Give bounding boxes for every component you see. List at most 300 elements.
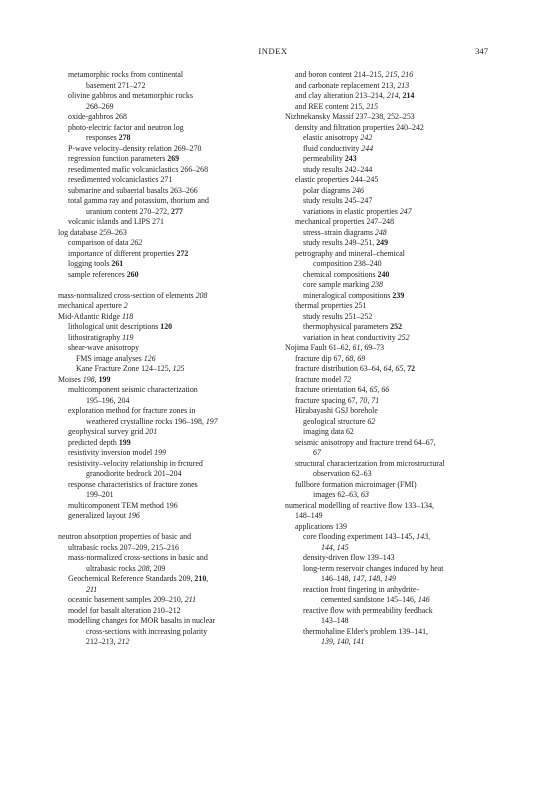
entry-text: model for basalt alteration 210–212 <box>68 605 181 615</box>
entry-text: Hirabayashi GSJ borehole <box>295 406 378 415</box>
index-entry <box>58 175 266 186</box>
index-entry <box>285 585 493 596</box>
page-reference: 260 <box>126 269 139 279</box>
entry-text: fracture model <box>295 374 344 384</box>
page-reference: 211 <box>86 584 98 594</box>
index-entry <box>58 259 266 270</box>
entry-text: thermophysical parameters <box>303 322 391 331</box>
page-reference: 70 <box>359 395 368 405</box>
entry-text: FMS image analyses <box>76 353 144 363</box>
entry-text: Moises <box>58 374 83 384</box>
entry-text: , 69–73 <box>360 343 385 352</box>
entry-text: uranium content 270–272, <box>86 206 172 216</box>
page-reference: 72 <box>343 374 352 384</box>
entry-text: resedimented volcaniclastics 271 <box>68 175 173 184</box>
entry-text: seismic anisotropy and fracture trend 64–67, <box>295 437 436 447</box>
index-entry <box>58 469 266 480</box>
page-reference: 215 <box>366 101 379 111</box>
page-reference: 199 <box>98 374 111 384</box>
index-entry <box>58 154 266 165</box>
page-reference: 144 <box>321 542 333 552</box>
index-entry <box>58 123 266 134</box>
page-reference: 69 <box>357 353 366 363</box>
page-reference: 141 <box>352 637 365 646</box>
entry-text: ultrabasic rocks <box>86 563 138 573</box>
index-entry <box>285 207 493 218</box>
index-entry <box>285 270 493 281</box>
entry-text: Nizhnekansky Massif 237–238, 252–253 <box>285 112 415 121</box>
index-entry <box>285 501 493 512</box>
entry-text: sample references <box>68 269 127 279</box>
index-entry <box>58 564 266 575</box>
index-entry <box>58 595 266 606</box>
entry-text: mass-normalized cross-sections in basic and <box>68 553 208 562</box>
index-entry <box>285 175 493 186</box>
index-entry <box>58 616 266 627</box>
entry-text: chemical compositions <box>303 269 378 279</box>
entry-text: Mid-Atlantic Ridge <box>58 311 122 321</box>
page-reference: 239 <box>392 290 405 300</box>
index-entry <box>58 501 266 512</box>
entry-text: core flooding experiment 143–145, <box>303 532 417 541</box>
entry-text: elastic anisotropy <box>303 133 361 142</box>
index-entry <box>58 291 266 302</box>
entry-text: study results 245–247 <box>303 196 373 205</box>
index-entry <box>58 427 266 438</box>
entry-text: , <box>353 353 358 363</box>
index-entry <box>58 375 266 386</box>
page-reference: 143 <box>416 532 429 541</box>
entry-text: and REE content 215, <box>295 101 367 111</box>
index-entry <box>285 532 493 543</box>
index-entry <box>285 469 493 480</box>
index-entry <box>285 91 493 102</box>
index-entry <box>58 448 266 459</box>
page-reference: 61 <box>352 343 361 352</box>
index-entry <box>58 238 266 249</box>
entry-text: imaging data 62 <box>303 427 354 436</box>
index-entry <box>58 553 266 564</box>
index-entry <box>285 196 493 207</box>
index-entry <box>285 312 493 323</box>
entry-text: observation 62–63 <box>313 469 372 478</box>
entry-text: , <box>332 637 337 646</box>
entry-text: petrography and mineral–chemical <box>295 248 405 258</box>
page-reference: 272 <box>176 248 189 258</box>
page-reference: 216 <box>401 70 414 79</box>
entry-text: modelling changes for MOR basalts in nuclear <box>68 616 216 625</box>
index-entry <box>58 490 266 501</box>
entry-text: mineralogical compositions <box>303 290 393 300</box>
entry-text: Kane Fracture Zone 124–125, <box>76 364 173 373</box>
index-entry <box>58 70 266 81</box>
entry-text: generalized layout <box>68 511 129 520</box>
page-reference: 62 <box>367 416 376 426</box>
entry-text: thermohaline Elder's problem 139–141, <box>303 626 429 636</box>
page-reference: 248 <box>374 227 387 237</box>
page-reference: 67 <box>313 448 321 457</box>
entry-text: , <box>391 364 396 373</box>
index-entry <box>285 627 493 638</box>
entry-text: , <box>332 542 337 552</box>
page-reference: 244 <box>361 143 374 153</box>
index-entry <box>58 406 266 417</box>
index-entry <box>58 312 266 323</box>
index-entry <box>285 291 493 302</box>
index-entry <box>285 406 493 417</box>
index-entry <box>58 532 266 543</box>
index-entry <box>58 102 266 113</box>
index-entry <box>58 196 266 207</box>
entry-text: , <box>367 395 372 405</box>
index-entry <box>285 574 493 585</box>
entry-text: response characteristics of fracture zones <box>68 479 198 489</box>
index-entry <box>285 564 493 575</box>
index-entry <box>285 511 493 522</box>
entry-text: composition 238–240 <box>313 259 382 268</box>
page-reference: 212 <box>117 637 130 646</box>
index-entry <box>285 448 493 459</box>
entry-text: structural characterization from microstructural <box>295 458 445 468</box>
index-entry <box>58 543 266 554</box>
entry-text: 143–148 <box>321 616 349 625</box>
page-reference: 199 <box>118 437 131 447</box>
index-entry <box>285 553 493 564</box>
index-entry <box>285 217 493 228</box>
index-entry <box>58 480 266 491</box>
page-reference: 2 <box>123 301 128 310</box>
entry-text: fluid conductivity <box>303 143 362 153</box>
entry-text: comparison of data <box>68 238 131 247</box>
page-reference: 252 <box>397 332 410 342</box>
entry-text: fracture dip 67, <box>295 353 346 363</box>
entry-text: images 62–63, <box>313 490 361 499</box>
index-entry <box>58 333 266 344</box>
index-entry <box>58 217 266 228</box>
page-reference: 120 <box>160 322 173 331</box>
index-entry <box>285 375 493 386</box>
index-entry <box>58 301 266 312</box>
entry-text: core sample marking <box>303 280 372 289</box>
page-reference: 140 <box>336 637 349 646</box>
entry-text: granodiorite bedrock 201–204 <box>86 469 182 478</box>
entry-text: predicted depth <box>68 437 119 447</box>
page-reference: 213 <box>397 80 410 90</box>
index-entry <box>58 417 266 428</box>
page-reference: 126 <box>143 353 156 363</box>
entry-text: exploration method for fracture zones in <box>68 406 196 415</box>
index-entry <box>285 280 493 291</box>
entry-text: and clay alteration 213–214, <box>295 91 387 100</box>
index-entry <box>285 396 493 407</box>
page-reference: 240 <box>377 269 390 279</box>
index-entry <box>58 354 266 365</box>
entry-text: , <box>94 374 99 384</box>
index-entry <box>285 480 493 491</box>
page-number: 347 <box>475 46 488 56</box>
index-entry <box>58 396 266 407</box>
index-entry <box>285 186 493 197</box>
index-entry <box>58 186 266 197</box>
page-reference: 242 <box>360 133 373 142</box>
entry-text: mass-normalized cross-section of elements <box>58 290 196 300</box>
entry-text: 146–148, <box>321 574 353 583</box>
index-entry <box>58 574 266 585</box>
entry-text: total gamma ray and potassium, thorium and <box>68 196 209 205</box>
entry-text: geological structure <box>303 416 368 426</box>
entry-text: metamorphic rocks from continental <box>68 70 184 79</box>
page-reference: 214 <box>386 91 399 100</box>
page-reference: 198 <box>82 374 95 384</box>
page-reference: 246 <box>352 185 364 195</box>
entry-text: 212–213, <box>86 637 118 646</box>
index-entry <box>58 144 266 155</box>
page-reference: 208 <box>195 290 208 300</box>
entry-text: fullbore formation microimager (FMI) <box>295 479 417 489</box>
entry-text: stress–strain diagrams <box>303 227 375 237</box>
entry-text: density and filtration properties 240–242 <box>295 122 424 132</box>
entry-text: P-wave velocity–density relation 269–270 <box>68 143 202 153</box>
entry-text: , <box>397 70 402 79</box>
entry-text: 268–269 <box>86 101 114 111</box>
index-entry <box>285 364 493 375</box>
index-entry <box>285 490 493 501</box>
entry-text: importance of different properties <box>68 248 177 258</box>
entry-text: study results 249–251, <box>303 238 377 247</box>
page-reference: 211 <box>184 595 197 604</box>
index-entry <box>58 343 266 354</box>
entry-text: and boron content 214–215, <box>295 70 386 79</box>
page-reference: 277 <box>171 206 183 216</box>
entry-text: fracture orientation 64, <box>295 385 370 394</box>
entry-text: regression function parameters <box>68 154 168 163</box>
page-reference: 145 <box>336 542 349 552</box>
page-reference: 65 <box>369 385 378 394</box>
page-reference: 118 <box>122 311 134 321</box>
entry-text: Geochemical Reference Standards 209, <box>68 574 195 583</box>
entry-text: , <box>348 637 353 646</box>
index-entry <box>285 637 493 648</box>
entry-text: applications 139 <box>295 521 347 531</box>
index-entry <box>58 91 266 102</box>
index-entry <box>58 511 266 522</box>
page-reference: 63 <box>361 490 369 499</box>
entry-text: photo-electric factor and neutron log <box>68 122 184 132</box>
page-reference: 139 <box>321 637 333 646</box>
index-entry <box>285 154 493 165</box>
page-reference: 269 <box>167 154 180 163</box>
entry-text: resistivity inversion model <box>68 448 155 457</box>
index-entry <box>58 228 266 239</box>
entry-text: mechanical aperture <box>58 301 124 310</box>
index-entry <box>58 133 266 144</box>
entry-text: fracture spacing 67, <box>295 395 360 405</box>
entry-text: logging tools <box>68 259 112 268</box>
page-reference: 65 <box>395 364 404 373</box>
index-column-left <box>58 70 266 648</box>
entry-text: thermal properties 251 <box>295 301 367 310</box>
index-entry <box>285 385 493 396</box>
entry-text: multicomponent seismic characterization <box>68 385 198 394</box>
page-reference: 215 <box>385 70 398 79</box>
entry-text: permeability <box>303 154 345 163</box>
entry-text: lithological unit descriptions <box>68 322 161 331</box>
index-entry <box>285 123 493 134</box>
page-reference: 262 <box>130 238 143 247</box>
entry-text: basement 271–272 <box>86 80 146 90</box>
index-entry <box>58 81 266 92</box>
index-entry <box>58 112 266 123</box>
entry-text: resistivity–velocity relationship in frctured <box>68 458 203 468</box>
index-entry <box>285 70 493 81</box>
entry-text: , <box>380 574 385 583</box>
entry-text: shear-wave anisotropy <box>68 343 140 352</box>
page-reference: 149 <box>384 574 396 583</box>
entry-text: and carbonate replacement 213, <box>295 80 398 90</box>
entry-text: , <box>398 91 403 100</box>
index-entry <box>285 438 493 449</box>
entry-text: , <box>428 532 431 541</box>
entry-text: , 209 <box>149 563 166 573</box>
entry-text: long-term reservoir changes induced by heat <box>303 563 444 573</box>
entry-text: multicomponent TEM method 196 <box>68 500 178 510</box>
entry-text: variation in heat conductivity <box>303 332 398 342</box>
entry-text: resedimented mafic volcaniclastics 266–268 <box>68 164 209 174</box>
entry-text: reactive flow with permeability feedback <box>303 605 433 615</box>
index-entry <box>285 459 493 470</box>
page-reference: 249 <box>376 238 389 247</box>
page-reference: 208 <box>137 563 150 573</box>
index-entry <box>58 385 266 396</box>
page-reference: 196 <box>128 511 140 520</box>
entry-text: volcanic islands and LIPS 271 <box>68 217 164 226</box>
index-entry <box>285 522 493 533</box>
entry-text: , <box>364 574 369 583</box>
page-reference: 71 <box>371 395 380 405</box>
page-reference: 72 <box>407 364 416 373</box>
index-entry <box>58 627 266 638</box>
entry-gap <box>58 280 266 291</box>
page-reference: 247 <box>399 206 412 216</box>
entry-text: cemented sandstone 145–146, <box>321 595 418 604</box>
entry-text: polar diagrams <box>303 185 353 195</box>
page-header <box>58 46 488 60</box>
index-entry <box>285 616 493 627</box>
entry-text: ultrabasic rocks 207–209, 215–216 <box>68 542 179 552</box>
entry-text: neutron absorption properties of basic and <box>58 532 192 541</box>
page-reference: 252 <box>390 322 403 331</box>
entry-text: , <box>206 574 209 583</box>
index-entry <box>285 259 493 270</box>
index-entry <box>58 270 266 281</box>
entry-text: Nojima Fault 61–62, <box>285 343 353 352</box>
entry-text: submarine and subaerial basalts 263–266 <box>68 185 198 195</box>
entry-text: mechanical properties 247–248 <box>295 217 395 226</box>
entry-text: study results 242–244 <box>303 164 373 174</box>
running-head-title: INDEX <box>258 46 288 56</box>
index-entry <box>285 249 493 260</box>
index-entry <box>285 343 493 354</box>
index-entry <box>58 459 266 470</box>
page-reference: 278 <box>118 133 131 142</box>
index-entry <box>58 165 266 176</box>
page-reference: 125 <box>172 364 185 373</box>
entry-text: elastic properties 244–245 <box>295 175 379 184</box>
page-reference: 119 <box>122 332 134 342</box>
index-entry <box>285 238 493 249</box>
index-entry <box>58 364 266 375</box>
page-reference: 214 <box>402 91 415 100</box>
index-entry <box>285 543 493 554</box>
entry-text: log database 259–263 <box>58 227 127 237</box>
index-entry <box>285 354 493 365</box>
entry-text: responses <box>86 133 119 142</box>
index-entry <box>58 637 266 648</box>
index-entry <box>58 322 266 333</box>
entry-text: reaction front fingering in anhydrite- <box>303 584 420 594</box>
index-entry <box>285 165 493 176</box>
entry-text: lithostratigraphy <box>68 332 123 342</box>
entry-text: , <box>377 385 382 394</box>
entry-text: oxide-gabbros 268 <box>68 112 127 121</box>
page-reference: 243 <box>344 154 357 163</box>
index-entry <box>58 438 266 449</box>
index-entry <box>285 333 493 344</box>
index-entry <box>58 207 266 218</box>
entry-text: 195–196, 204 <box>86 395 130 405</box>
entry-text: 199–201 <box>86 490 114 499</box>
index-entry <box>285 81 493 92</box>
index-entry <box>58 606 266 617</box>
index-entry <box>285 102 493 113</box>
entry-text: , <box>403 364 408 373</box>
entry-gap <box>58 522 266 533</box>
index-entry <box>285 595 493 606</box>
page-reference: 148 <box>368 574 381 583</box>
index-entry <box>58 585 266 596</box>
index-entry <box>285 133 493 144</box>
entry-text: study results 251–252 <box>303 311 373 321</box>
index-entry <box>285 112 493 123</box>
page-reference: 261 <box>111 259 124 268</box>
page-reference: 199 <box>154 448 166 457</box>
page-reference: 238 <box>371 280 383 289</box>
index-entry <box>58 249 266 260</box>
entry-text: oceanic basement samples 209–210, <box>68 595 185 604</box>
page-reference: 146 <box>417 595 430 604</box>
entry-text: olivine gabbros and metamorphic rocks <box>68 91 193 100</box>
page-reference: 197 <box>205 416 218 426</box>
page-reference: 66 <box>381 385 390 394</box>
index-entry <box>285 417 493 428</box>
page-reference: 64 <box>383 364 392 373</box>
entry-text: cross-sections with increasing polarity <box>86 626 208 636</box>
index-column-right <box>285 70 493 648</box>
index-entry <box>285 322 493 333</box>
index-entry <box>285 606 493 617</box>
page-reference: 68 <box>345 353 354 363</box>
entry-text: weathered crystalline rocks 196–198, <box>86 416 206 426</box>
entry-text: 148–149 <box>295 511 323 520</box>
entry-text: variations in elastic properties <box>303 206 400 216</box>
index-entry <box>285 427 493 438</box>
page-reference: 201 <box>145 427 158 436</box>
index-entry <box>285 144 493 155</box>
entry-text: geophysical survey grid <box>68 427 146 436</box>
page-reference: 147 <box>352 574 365 583</box>
entry-text: density-driven flow 139–143 <box>303 553 395 562</box>
entry-text: numerical modelling of reactive flow 133–134, <box>285 500 435 510</box>
